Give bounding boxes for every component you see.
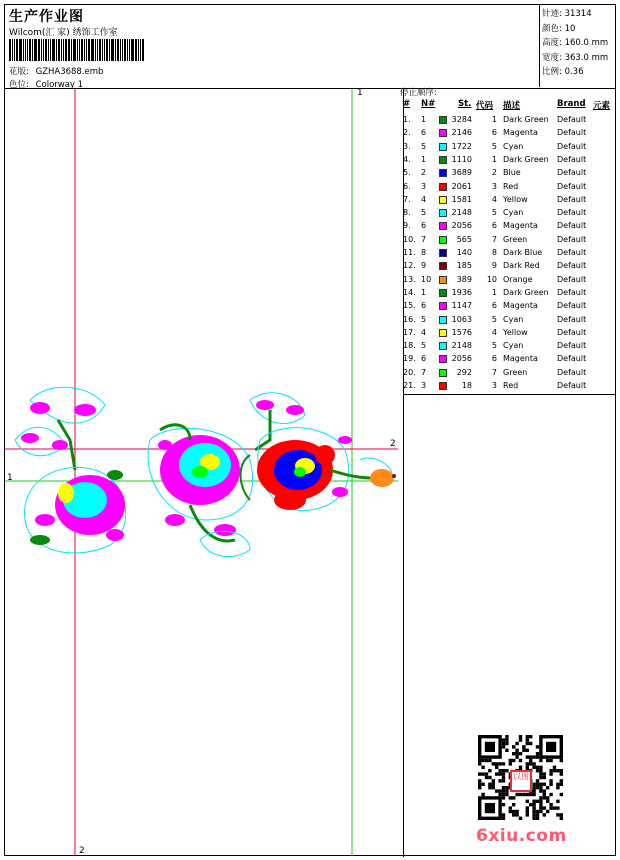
page-title: 生产作业图: [9, 9, 84, 25]
barcode: [9, 39, 155, 61]
stats-panel: [542, 7, 608, 80]
row-description: Dark Green: [503, 154, 549, 164]
row-code: 6: [491, 301, 497, 311]
row-stitches: 2056: [451, 354, 472, 364]
design-file-row: [9, 65, 103, 77]
color-swatch: [439, 249, 447, 257]
row-code: 7: [491, 234, 497, 244]
color-swatch: [439, 382, 447, 390]
row-needle: 2: [421, 168, 427, 178]
row-description: Blue: [503, 168, 521, 178]
col-header-index: #: [403, 99, 411, 109]
color-swatch: [439, 156, 447, 164]
stat-scale: 比例: 0.36: [542, 67, 584, 77]
row-index: 18.: [403, 341, 416, 351]
row-brand: Default: [557, 221, 587, 231]
row-stitches: 3689: [451, 168, 472, 178]
sequence-row: [400, 314, 612, 327]
qr-stamp-logo: 以图: [510, 770, 532, 792]
row-needle: 6: [421, 354, 427, 364]
row-index: 1.: [403, 115, 411, 124]
row-code: 7: [491, 367, 497, 377]
row-stitches: 2061: [451, 181, 472, 191]
row-brand: Default: [557, 274, 587, 284]
row-needle: 1: [421, 115, 427, 124]
design-file-value: GZHA3688.emb: [35, 67, 104, 77]
design-file-label: 花版:: [9, 67, 29, 77]
sequence-row: [400, 220, 612, 233]
row-code: 3: [491, 181, 497, 191]
color-swatch: [439, 342, 447, 350]
row-code: 6: [491, 128, 497, 138]
sequence-row: [400, 154, 612, 167]
row-index: 15.: [403, 301, 416, 311]
row-brand: Default: [557, 327, 587, 337]
stop-sequence-title: 停止顺序:: [400, 88, 437, 98]
stat-colors: 颜色: 10: [542, 23, 576, 34]
col-header-needle: N#: [421, 99, 436, 109]
row-stitches: 140: [456, 248, 472, 257]
row-brand: Default: [557, 341, 587, 351]
sequence-row: [400, 327, 612, 340]
row-needle: 5: [421, 341, 427, 351]
row-index: 2.: [403, 128, 411, 138]
color-swatch: [439, 236, 447, 244]
row-code: 6: [491, 354, 497, 364]
row-needle: 5: [421, 141, 427, 151]
sequence-row: [400, 353, 612, 366]
row-index: 20.: [403, 367, 416, 377]
row-code: 5: [491, 141, 497, 151]
row-index: 16.: [403, 314, 416, 324]
colorway-value: Colorway 1: [35, 80, 84, 90]
row-index: 14.: [403, 287, 416, 297]
row-stitches: 389: [456, 274, 472, 284]
row-stitches: 1581: [451, 194, 472, 204]
row-description: Magenta: [503, 354, 538, 364]
row-description: Yellow: [503, 327, 528, 337]
row-brand: Default: [557, 314, 587, 324]
row-description: Green: [503, 234, 528, 244]
color-swatch: [439, 316, 447, 324]
sequence-row: [400, 340, 612, 353]
sequence-row: [400, 300, 612, 313]
sequence-row: [400, 167, 612, 180]
row-description: Red: [503, 181, 519, 191]
colorway-label: 色位:: [9, 80, 29, 90]
row-index: 13.: [403, 274, 416, 284]
guide-label-left: 1: [7, 473, 13, 483]
row-brand: Default: [557, 367, 587, 377]
row-needle: 7: [421, 367, 427, 377]
sequence-row: [400, 194, 612, 207]
row-brand: Default: [557, 128, 587, 138]
sequence-row: [400, 114, 612, 127]
row-stitches: 1110: [451, 154, 472, 164]
row-needle: 5: [421, 314, 427, 324]
row-description: Dark Red: [503, 261, 540, 271]
guide-label-bottom: 2: [79, 846, 85, 856]
row-brand: Default: [557, 261, 587, 271]
row-index: 4.: [403, 154, 411, 164]
row-code: 10: [486, 274, 497, 284]
row-brand: Default: [557, 301, 587, 311]
row-index: 12.: [403, 261, 416, 271]
row-needle: 5: [421, 208, 427, 218]
stat-stitches: 针迹: 31314: [542, 9, 592, 19]
row-stitches: 2148: [451, 341, 472, 351]
row-stitches: 1936: [451, 287, 472, 297]
row-stitches: 2056: [451, 221, 472, 231]
row-code: 1: [491, 154, 497, 164]
row-needle: 4: [421, 327, 427, 337]
row-description: Red: [503, 381, 519, 390]
sequence-row: [400, 274, 612, 287]
sequence-row: [400, 260, 612, 273]
row-stitches: 2146: [451, 128, 472, 138]
col-header-code: 代码: [476, 101, 494, 111]
row-needle: 1: [421, 287, 427, 297]
row-brand: Default: [557, 287, 587, 297]
stat-width: 宽度: 363.0 mm: [542, 52, 609, 63]
row-needle: 6: [421, 221, 427, 231]
color-swatch: [439, 209, 447, 217]
row-index: 17.: [403, 327, 416, 337]
row-index: 10.: [403, 234, 416, 244]
sequence-row: [400, 127, 612, 140]
row-description: Orange: [503, 274, 533, 284]
guide-label-right: 2: [390, 439, 396, 449]
sequence-row: [400, 287, 612, 300]
sequence-row: [400, 207, 612, 220]
row-needle: 3: [421, 381, 427, 390]
row-code: 5: [491, 208, 497, 218]
color-swatch: [439, 183, 447, 191]
row-index: 11.: [403, 248, 416, 257]
color-swatch: [439, 289, 447, 297]
watermark-logo: 6xiu.com: [476, 826, 567, 846]
row-brand: Default: [557, 234, 587, 244]
color-swatch: [439, 276, 447, 284]
col-header-brand: Brand: [557, 99, 586, 109]
col-header-stitches: St.: [458, 99, 472, 109]
row-needle: 8: [421, 248, 427, 257]
row-index: 21.: [403, 381, 416, 390]
row-code: 6: [491, 221, 497, 231]
row-stitches: 185: [456, 261, 472, 271]
row-needle: 10: [421, 274, 432, 284]
row-needle: 7: [421, 234, 427, 244]
row-stitches: 1722: [451, 141, 472, 151]
row-index: 9.: [403, 221, 411, 231]
row-description: Cyan: [503, 141, 524, 151]
stat-height: 高度: 160.0 mm: [542, 38, 609, 48]
row-brand: Default: [557, 194, 587, 204]
col-header-element: 元素: [593, 101, 611, 111]
row-needle: 4: [421, 194, 427, 204]
row-description: Cyan: [503, 314, 524, 324]
row-code: 2: [491, 168, 497, 178]
row-stitches: 2148: [451, 208, 472, 218]
row-stitches: 292: [456, 367, 472, 377]
sequence-row: [400, 234, 612, 247]
row-description: Green: [503, 367, 528, 377]
row-stitches: 1576: [451, 327, 472, 337]
row-needle: 3: [421, 181, 427, 191]
header-divider: [5, 88, 615, 89]
row-code: 1: [491, 115, 497, 124]
color-swatch: [439, 169, 447, 177]
row-code: 8: [491, 248, 497, 257]
sequence-row: [400, 181, 612, 194]
sequence-row: [400, 367, 612, 380]
row-description: Cyan: [503, 208, 524, 218]
row-brand: Default: [557, 208, 587, 218]
row-brand: Default: [557, 141, 587, 151]
row-stitches: 565: [456, 234, 472, 244]
row-code: 3: [491, 381, 497, 390]
row-needle: 1: [421, 154, 427, 164]
color-swatch: [439, 369, 447, 377]
color-swatch: [439, 143, 447, 151]
row-brand: Default: [557, 168, 587, 178]
row-code: 1: [491, 287, 497, 297]
row-index: 5.: [403, 168, 411, 178]
row-needle: 6: [421, 301, 427, 311]
row-description: Yellow: [503, 194, 528, 204]
studio-name: Wilcom(汇 家) 绣饰工作室: [9, 28, 118, 38]
row-stitches: 18: [461, 381, 472, 390]
row-code: 4: [491, 327, 497, 337]
color-swatch: [439, 196, 447, 204]
color-swatch: [439, 262, 447, 270]
row-code: 9: [491, 261, 497, 271]
row-index: 8.: [403, 208, 411, 218]
row-needle: 9: [421, 261, 427, 271]
table-bottom-divider: [403, 394, 615, 395]
color-swatch: [439, 222, 447, 230]
row-brand: Default: [557, 181, 587, 191]
row-needle: 6: [421, 128, 427, 138]
sequence-row: [400, 141, 612, 154]
row-brand: Default: [557, 354, 587, 364]
row-index: 6.: [403, 181, 411, 191]
row-description: Dark Green: [503, 115, 549, 124]
row-description: Cyan: [503, 341, 524, 351]
row-brand: Default: [557, 248, 587, 257]
row-code: 5: [491, 341, 497, 351]
row-description: Dark Green: [503, 287, 549, 297]
row-stitches: 1063: [451, 314, 472, 324]
row-stitches: 3284: [451, 115, 472, 124]
color-swatch: [439, 116, 447, 124]
color-swatch: [439, 302, 447, 310]
row-description: Magenta: [503, 221, 538, 231]
row-brand: Default: [557, 381, 587, 390]
row-description: Magenta: [503, 128, 538, 138]
sequence-row: [400, 247, 612, 260]
color-swatch: [439, 329, 447, 337]
guide-label-top: 1: [357, 88, 363, 98]
row-description: Dark Blue: [503, 248, 543, 257]
row-index: 7.: [403, 194, 411, 204]
row-stitches: 1147: [451, 301, 472, 311]
color-swatch: [439, 129, 447, 137]
row-code: 5: [491, 314, 497, 324]
row-code: 4: [491, 194, 497, 204]
row-brand: Default: [557, 115, 587, 124]
color-swatch: [439, 355, 447, 363]
row-brand: Default: [557, 154, 587, 164]
col-header-description: 描述: [503, 101, 521, 111]
sequence-row: [400, 380, 612, 393]
row-description: Magenta: [503, 301, 538, 311]
stats-divider: [539, 5, 540, 87]
row-index: 19.: [403, 354, 416, 364]
row-index: 3.: [403, 141, 411, 151]
